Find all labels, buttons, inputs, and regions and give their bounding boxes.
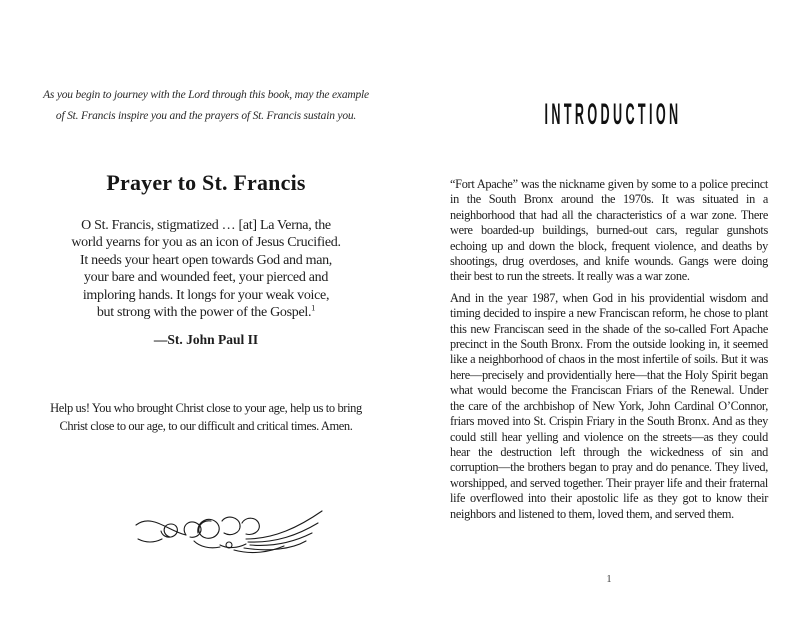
footnote-marker: 1 [311, 302, 316, 313]
petition-line: Christ close to our age, to our difficult and critical times. Amen. [59, 418, 353, 433]
petition-text [38, 400, 374, 435]
prayer-line: but strong with the power of the Gospel. [96, 305, 312, 321]
left-page [38, 0, 374, 618]
page-number: 1 [606, 574, 612, 585]
epigraph-line: As you begin to journey with the Lord through this book, may the example [43, 89, 369, 101]
chapter-body [450, 177, 768, 522]
petition-line: Help us! You who brought Christ close to your age, help us to bring [50, 401, 362, 415]
prayer-line: It needs your heart open towards God and man, [79, 252, 333, 268]
prayer-text [38, 217, 374, 321]
flourish-svg [134, 505, 324, 555]
epigraph [38, 85, 374, 126]
prayer-line: world yearns for you as an icon of Jesus Crucified. [71, 235, 341, 251]
prayer-attribution: —St. John Paul II [153, 332, 259, 347]
right-page [450, 0, 768, 618]
body-paragraph: “Fort Apache” was the nickname given by some to a police precinct in the South Bronx around the 1970s. It was situated in a neighborhood that had all the characteristics of a war zone. There were boarded-up buildings, burned-out cars, regular gunshots echoing up and down the block, frequent violence, and deaths by shootings, drug overdoses, and knife wounds. Gangs were doing their best to run the streets. It really was a war zone. [450, 177, 768, 284]
prayer-line: your bare and wounded feet, your pierced and [83, 270, 329, 286]
prayer-heading: Prayer to St. Francis [106, 170, 306, 195]
epigraph-line: of St. Francis inspire you and the prayers of St. Francis sustain you. [55, 109, 357, 122]
calligraphic-flourish-ornament [134, 505, 324, 555]
prayer-line-last [38, 304, 374, 321]
chapter-heading-text: INTRODUCTION [544, 98, 682, 131]
prayer-line: imploring hands. It longs for your weak voice, [82, 287, 330, 303]
chapter-heading [450, 98, 768, 132]
prayer-line: O St. Francis, stigmatized … [at] La Verna, the [81, 218, 331, 233]
body-paragraph: And in the year 1987, when God in his providential wisdom and timing decided to inspire a new Franciscan reform, he chose to plant this new Franciscan seed in the shade of the so-called Fort Apache precinct in the South Bronx. From the outside looking in, it seemed like a neighborhood of chaos in the most infertile of soils. But it was here—precisely and providentially here—that the Holy Spirit began what would become the Franciscan Friars of the Renewal. Under the care of the archbishop of New York, John Cardinal O’Connor, friars moved into St. Crispin Friary in the South Bronx. And as they could still hear yelling and violence on the streets—as they could hear the destruction left through the wickedness of sin and corruption—the brothers began to pray and do penance. They lived, worshipped, and served together. Their prayer life and their fraternal life overflowed into their apostolic life as they got to know their neighbors and listened to them, loved them, and served them. [450, 290, 768, 521]
